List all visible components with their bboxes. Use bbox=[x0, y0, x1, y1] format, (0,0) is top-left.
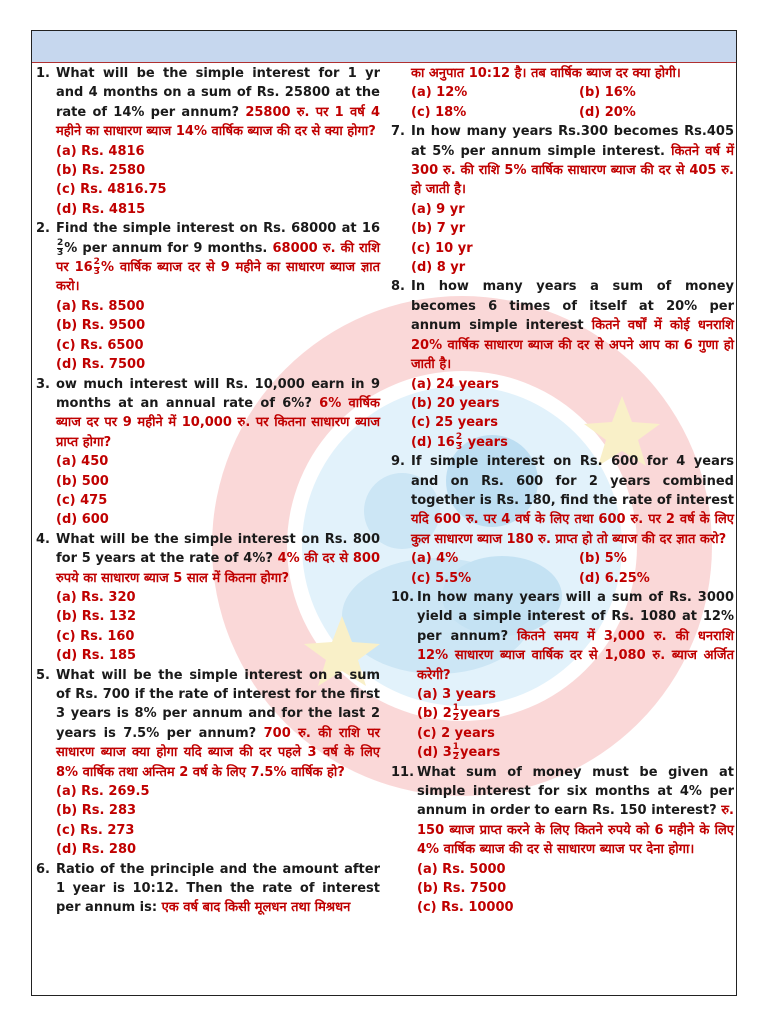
options-grid bbox=[411, 83, 734, 122]
options-grid bbox=[411, 549, 734, 588]
question-number: 7. bbox=[391, 124, 405, 140]
question-number: 4. bbox=[36, 531, 50, 547]
option: (b) 500 bbox=[56, 473, 109, 489]
option: (c) Rs. 4816.75 bbox=[56, 182, 167, 198]
question-number: 5. bbox=[36, 667, 50, 683]
option: (a) 9 yr bbox=[411, 201, 465, 217]
option: (a) 450 bbox=[56, 454, 109, 470]
option: (d) Rs. 185 bbox=[56, 648, 137, 664]
option: (d) 16 $\frac{2}{3}$ years bbox=[411, 431, 508, 452]
question-number: 1. bbox=[36, 66, 50, 81]
option: (d) 6.25% bbox=[579, 570, 650, 586]
question-text-hi: रु. 150 ब्याज प्राप्त करने के लिए कितने रुपये को 6 महीने के लिए 4% वार्षिक ब्याज की दर से साधारण ब्याज पर देना होगा। bbox=[417, 803, 734, 858]
question-text-en: Ratio of the principle and the amount after 1 year is 10:12. Then the rate of interest per annum is: bbox=[56, 861, 380, 916]
option: (c) 10 yr bbox=[411, 240, 473, 256]
left-column bbox=[36, 64, 380, 918]
option: (c) Rs. 273 bbox=[56, 822, 135, 838]
option: (b) 20 years bbox=[411, 395, 500, 411]
question-1 bbox=[36, 64, 380, 142]
option: (a) 24 years bbox=[411, 376, 500, 392]
question-text-en: What will be the simple interest on Rs. 800 for 5 years at the rate of 4%? bbox=[56, 531, 380, 567]
question-text-en: % per annum for 9 months. bbox=[64, 240, 268, 256]
option: (a) 3 years bbox=[417, 687, 496, 702]
option: (b) Rs. 283 bbox=[56, 803, 137, 819]
option: (d) Rs. 4815 bbox=[56, 201, 146, 217]
question-text-en: What will be the simple interest for 1 yr and 4 months on a sum of Rs. 25800 at the rate of 14% per annum? bbox=[56, 66, 380, 120]
question-text-hi: कितने समय में 3,000 रु. की धनराशि 12% साधारण ब्याज वार्षिक दर से 1,080 रु. ब्याज अर्जित करेगी? bbox=[417, 628, 734, 683]
question-text-en: In how many years Rs.300 becomes Rs.405 at 5% per annum simple interest. bbox=[411, 124, 734, 159]
question-4 bbox=[36, 530, 380, 588]
option: (b) Rs. 9500 bbox=[56, 318, 146, 334]
question-9 bbox=[391, 452, 734, 549]
question-text-en: ow much interest will Rs. 10,000 earn in 9 months at an annual rate of 6%? bbox=[56, 376, 380, 411]
question-text-en: In how many years will a sum of Rs. 3000 yield a simple interest of Rs. 1080 at 12% per annum? bbox=[417, 589, 734, 644]
fraction: $\frac{1}{2}$ bbox=[452, 742, 460, 763]
question-text-en: Find the simple interest on Rs. 68000 at 16 bbox=[56, 221, 380, 237]
question-text-en: In how many years a sum of money becomes 6 times of itself at 20% per annum simple interest bbox=[411, 279, 734, 334]
question-text-hi: एक वर्ष बाद किसी मूलधन तथा मिश्रधन bbox=[161, 900, 351, 916]
question-number: 11. bbox=[391, 764, 415, 780]
question-3 bbox=[36, 375, 380, 453]
question-text-hi: कितने वर्षों में कोई धनराशि 20% वार्षिक साधारण ब्याज की दर से अपने आप का 6 गुणा हो जाती है। bbox=[411, 318, 734, 373]
option: (a) Rs. 320 bbox=[56, 589, 136, 605]
question-text-hi: 4% की दर से 800 रुपये का साधारण ब्याज 5 साल में कितना होगा? bbox=[56, 551, 381, 586]
option: (c) 25 years bbox=[411, 415, 498, 431]
option: (a) Rs. 5000 bbox=[417, 861, 506, 877]
worksheet-page bbox=[31, 30, 737, 996]
question-number: 6. bbox=[36, 861, 50, 877]
question-text-hi: 68000 रु. की राशि पर 16 $\frac{2}{3}$ % वार्षिक ब्याज दर से 9 महीने का साधारण ब्याज ज्ञात करो। bbox=[56, 240, 380, 295]
option: (a) Rs. 269.5 bbox=[56, 784, 150, 800]
option: (c) 2 years bbox=[417, 725, 495, 741]
option: (a) Rs. 8500 bbox=[56, 298, 145, 314]
option: (c) Rs. 6500 bbox=[56, 337, 144, 353]
question-text-en: If simple interest on Rs. 600 for 4 years and on Rs. 600 for 2 years combined together is Rs. 180, find the rate of interest bbox=[411, 454, 734, 508]
option: (c) 18% bbox=[411, 104, 467, 120]
option: (b) 2 $\frac{1}{2}$ years bbox=[417, 703, 501, 724]
option: (a) Rs. 4816 bbox=[56, 143, 145, 159]
question-11 bbox=[391, 763, 734, 860]
question-number: 8. bbox=[391, 279, 405, 295]
question-text-hi: का अनुपात 10:12 है। तब वार्षिक ब्याज दर क्या होगी। bbox=[411, 66, 681, 81]
fraction: $\frac{1}{2}$ bbox=[452, 703, 460, 724]
question-5 bbox=[36, 666, 380, 782]
question-text-hi: यदि 600 रु. पर 4 वर्ष के लिए तथा 600 रु. पर 2 वर्ष के लिए कुल साधारण ब्याज 180 रु. प्राप्त हो तो ब्याज की दर ज्ञात करो? bbox=[411, 512, 734, 547]
question-number: 9. bbox=[391, 454, 405, 470]
question-number: 2. bbox=[36, 221, 50, 237]
option: (b) 5% bbox=[579, 551, 627, 567]
question-text-hi: 700 रु. की राशि पर साधारण ब्याज क्या होगा यदि ब्याज की दर पहले 3 वर्ष के लिए 8% वार्षिक तथा अन्तिम 2 वर्ष के लिए 7.5% वार्षिक हो? bbox=[56, 725, 380, 780]
question-6 bbox=[36, 860, 380, 918]
option: (d) 600 bbox=[56, 512, 109, 528]
question-number: 3. bbox=[36, 376, 50, 392]
option: (b) 7 yr bbox=[411, 221, 466, 237]
question-number: 10. bbox=[391, 589, 415, 605]
fraction: $\frac{2}{3}$ bbox=[455, 431, 463, 452]
option: (d) Rs. 280 bbox=[56, 842, 137, 858]
question-10 bbox=[391, 588, 734, 685]
question-text-hi: 25800 रु. पर 1 वर्ष 4 महीने का साधारण ब्याज 14% वार्षिक ब्याज की दर से क्या होगा? bbox=[56, 104, 381, 140]
fraction: $\frac{2}{3}$ bbox=[93, 257, 100, 278]
question-text-hi: 6% वार्षिक ब्याज दर पर 9 महीने में 10,000 रु. पर कितना साधारण ब्याज प्राप्त होगा? bbox=[56, 395, 380, 450]
option: (d) 8 yr bbox=[411, 260, 466, 276]
right-column bbox=[391, 64, 734, 918]
fraction: $\frac{2}{3}$ bbox=[57, 237, 64, 258]
question-text-hi: कितने वर्ष में 300 रु. की राशि 5% वार्षिक साधारण ब्याज की दर से 405 रु. हो जाती है। bbox=[411, 143, 735, 198]
option: (b) 16% bbox=[579, 85, 636, 101]
question-2 bbox=[36, 219, 380, 297]
option: (d) Rs. 7500 bbox=[56, 357, 146, 373]
option: (b) Rs. 132 bbox=[56, 609, 137, 625]
question-text-en: What will be the simple interest on a sum of Rs. 700 if the rate of interest for the first 3 years is 8% per annum and for the last 2 years is 7.5% per annum? bbox=[56, 667, 380, 741]
option: (d) 20% bbox=[579, 104, 636, 120]
option: (c) Rs. 160 bbox=[56, 628, 135, 644]
option: (a) 12% bbox=[411, 85, 468, 101]
header-band bbox=[32, 31, 736, 63]
option: (b) Rs. 7500 bbox=[417, 881, 507, 897]
option: (c) 5.5% bbox=[411, 570, 472, 586]
question-7 bbox=[391, 122, 734, 200]
option: (a) 4% bbox=[411, 551, 459, 567]
option: (c) Rs. 10000 bbox=[417, 900, 514, 916]
option: (b) Rs. 2580 bbox=[56, 163, 146, 179]
question-8 bbox=[391, 277, 734, 374]
option: (d) 3 $\frac{1}{2}$ years bbox=[417, 742, 501, 763]
question-text-en: What sum of money must be given at simple interest for six months at 4% per annum in order to earn Rs. 150 interest? bbox=[417, 764, 734, 819]
option: (c) 475 bbox=[56, 492, 108, 508]
